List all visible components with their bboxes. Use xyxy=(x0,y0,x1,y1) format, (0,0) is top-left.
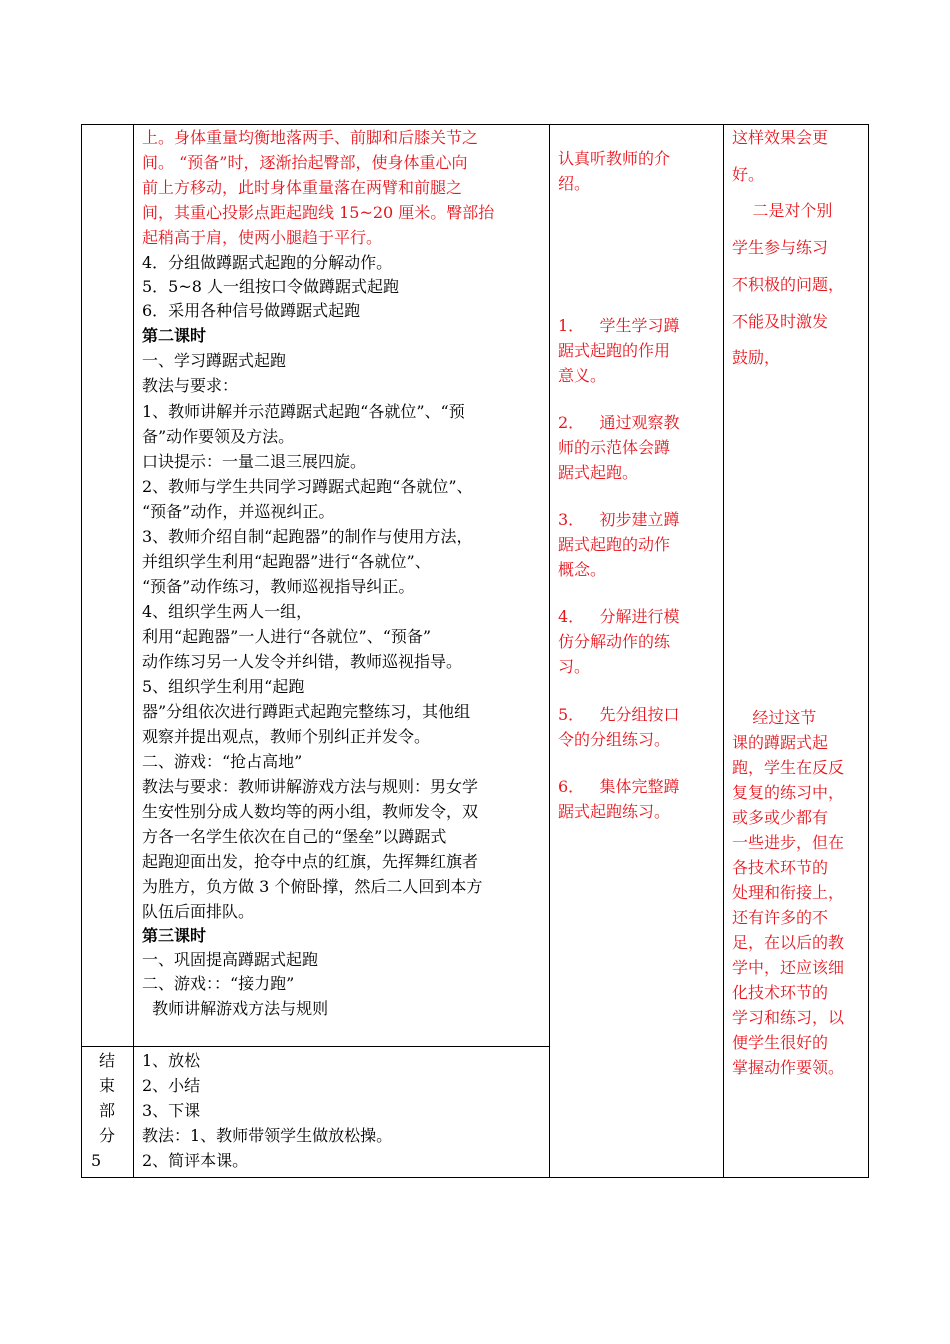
content-line: 3、教师介绍自制“起跑器”的制作与使用方法， xyxy=(142,527,473,546)
content-line: 一、学习蹲踞式起跑 xyxy=(142,351,287,370)
student-line: 踞式起跑练习。 xyxy=(558,802,671,821)
content-line: 6．采用各种信号做蹲踞式起跑 xyxy=(142,301,361,320)
student-line: 3． 初步建立蹲 xyxy=(558,510,680,529)
reflection-line: 二是对个别 xyxy=(732,201,833,220)
reflection-line: 复复的练习中， xyxy=(732,783,845,802)
reflection-line: 足，在以后的教 xyxy=(732,933,845,952)
student-line: 绍。 xyxy=(558,174,591,193)
content-line: 1、教师讲解并示范蹲踞式起跑“各就位”、“预 xyxy=(142,402,465,421)
reflection-line: 掌握动作要领。 xyxy=(732,1058,845,1077)
content-line: 教师讲解游戏方法与规则 xyxy=(142,999,329,1018)
section-divider xyxy=(81,1046,550,1047)
content-line: 5、组织学生利用“起跑 xyxy=(142,677,305,696)
student-line: 踞式起跑。 xyxy=(558,463,639,482)
table-right-border xyxy=(868,124,869,1178)
content-line: 二、游戏：：“接力跑” xyxy=(142,974,295,993)
lesson-3-heading: 第三课时 xyxy=(142,926,207,945)
column-divider-1 xyxy=(133,124,134,1178)
table-top-border xyxy=(81,124,869,125)
content-line: “预备”动作，并巡视纠正。 xyxy=(142,502,335,521)
content-line: 起稍高于肩，使两小腿趋于平行。 xyxy=(142,228,383,247)
reflection-line: 各技术环节的 xyxy=(732,858,829,877)
end-content-line: 2、简评本课。 xyxy=(142,1151,249,1170)
student-line: 概念。 xyxy=(558,560,607,579)
content-line: 为胜方，负方做 3 个俯卧撑，然后二人回到本方 xyxy=(142,877,483,896)
student-line: 2． 通过观察教 xyxy=(558,413,680,432)
reflection-line: 跑，学生在反反 xyxy=(732,758,845,777)
end-section-minutes: 5 xyxy=(91,1151,102,1170)
student-line: 4． 分解进行模 xyxy=(558,607,680,626)
content-line: “预备”动作练习，教师巡视指导纠正。 xyxy=(142,577,415,596)
end-content-line: 3、下课 xyxy=(142,1101,201,1120)
content-line: 利用“起跑器”一人进行“各就位”、“预备” xyxy=(142,627,432,646)
content-line: 起跑迎面出发，抢夺中点的红旗，先挥舞红旗者 xyxy=(142,852,479,871)
student-line: 意义。 xyxy=(558,366,607,385)
student-line: 6． 集体完整蹲 xyxy=(558,777,680,796)
reflection-line: 好。 xyxy=(732,165,765,184)
reflection-line: 不积极的问题， xyxy=(732,275,845,294)
reflection-line: 学中，还应该细 xyxy=(732,958,845,977)
student-line: 师的示范体会蹲 xyxy=(558,438,671,457)
content-line: 4、组织学生两人一组， xyxy=(142,602,313,621)
table-left-border xyxy=(81,124,82,1178)
reflection-line: 或多或少都有 xyxy=(732,808,829,827)
reflection-line: 经过这节 xyxy=(732,708,817,727)
student-line: 习。 xyxy=(558,657,591,676)
content-line: 5．5~8 人一组按口令做蹲踞式起跑 xyxy=(142,277,400,296)
student-line: 认真听教师的介 xyxy=(558,149,671,168)
column-divider-2 xyxy=(549,124,550,1178)
reflection-line: 学习和练习，以 xyxy=(732,1008,845,1027)
end-section-label-char: 分 xyxy=(99,1126,116,1145)
lesson-2-heading: 第二课时 xyxy=(142,326,207,345)
reflection-line: 处理和衔接上， xyxy=(732,883,845,902)
end-content-line: 2、小结 xyxy=(142,1076,201,1095)
reflection-line: 还有许多的不 xyxy=(732,908,829,927)
student-line: 仿分解动作的练 xyxy=(558,632,671,651)
end-section-label-char: 结 xyxy=(99,1051,116,1070)
content-line: 二、游戏：“抢占高地” xyxy=(142,752,303,771)
content-line: 间。 “预备”时，逐渐抬起臀部，使身体重心向 xyxy=(142,153,468,172)
content-line: 一、巩固提高蹲踞式起跑 xyxy=(142,950,319,969)
content-line: 生安性别分成人数均等的两小组，教师发令，双 xyxy=(142,802,479,821)
content-line: 观察并提出观点，教师个别纠正并发令。 xyxy=(142,727,431,746)
content-line: 前上方移动，此时身体重量落在两臂和前腿之 xyxy=(142,178,463,197)
content-line: 教法与要求：教师讲解游戏方法与规则：男女学 xyxy=(142,777,479,796)
student-line: 1． 学生学习蹲 xyxy=(558,316,680,335)
reflection-line: 一些进步，但在 xyxy=(732,833,845,852)
content-line: 方各一名学生依次在自己的“堡垒”以蹲踞式 xyxy=(142,827,447,846)
column-divider-3 xyxy=(723,124,724,1178)
reflection-line: 化技术环节的 xyxy=(732,983,829,1002)
student-line: 踞式起跑的作用 xyxy=(558,341,671,360)
end-section-label-char: 束 xyxy=(99,1076,116,1095)
reflection-line: 便学生很好的 xyxy=(732,1033,829,1052)
reflection-line: 鼓励， xyxy=(732,348,781,367)
content-line: 4．分组做蹲踞式起跑的分解动作。 xyxy=(142,253,393,272)
content-line: 口诀提示：一量二退三展四旋。 xyxy=(142,452,367,471)
reflection-line: 不能及时激发 xyxy=(732,312,829,331)
reflection-line: 学生参与练习 xyxy=(732,238,829,257)
table-bottom-border xyxy=(81,1177,869,1178)
content-line: 并组织学生利用“起跑器”进行“各就位”、 xyxy=(142,552,431,571)
content-line: 教法与要求： xyxy=(142,376,239,395)
content-line: 器”分组依次进行蹲距式起跑完整练习，其他组 xyxy=(142,702,471,721)
content-line: 上。身体重量均衡地落两手、前脚和后膝关节之 xyxy=(142,128,479,147)
student-line: 5． 先分组按口 xyxy=(558,705,680,724)
end-section-label-char: 部 xyxy=(99,1101,116,1120)
content-line: 备”动作要领及方法。 xyxy=(142,427,295,446)
student-line: 令的分组练习。 xyxy=(558,730,671,749)
content-line: 间，其重心投影点距起跑线 15~20 厘米。臀部抬 xyxy=(142,203,495,222)
end-content-line: 教法：1、教师带领学生做放松操。 xyxy=(142,1126,393,1145)
student-line: 踞式起跑的动作 xyxy=(558,535,671,554)
end-content-line: 1、放松 xyxy=(142,1051,201,1070)
content-line: 队伍后面排队。 xyxy=(142,902,255,921)
reflection-line: 这样效果会更 xyxy=(732,128,829,147)
content-line: 2、教师与学生共同学习蹲踞式起跑“各就位”、 xyxy=(142,477,473,496)
content-line: 动作练习另一人发令并纠错，教师巡视指导。 xyxy=(142,652,463,671)
reflection-line: 课的蹲踞式起 xyxy=(732,733,829,752)
